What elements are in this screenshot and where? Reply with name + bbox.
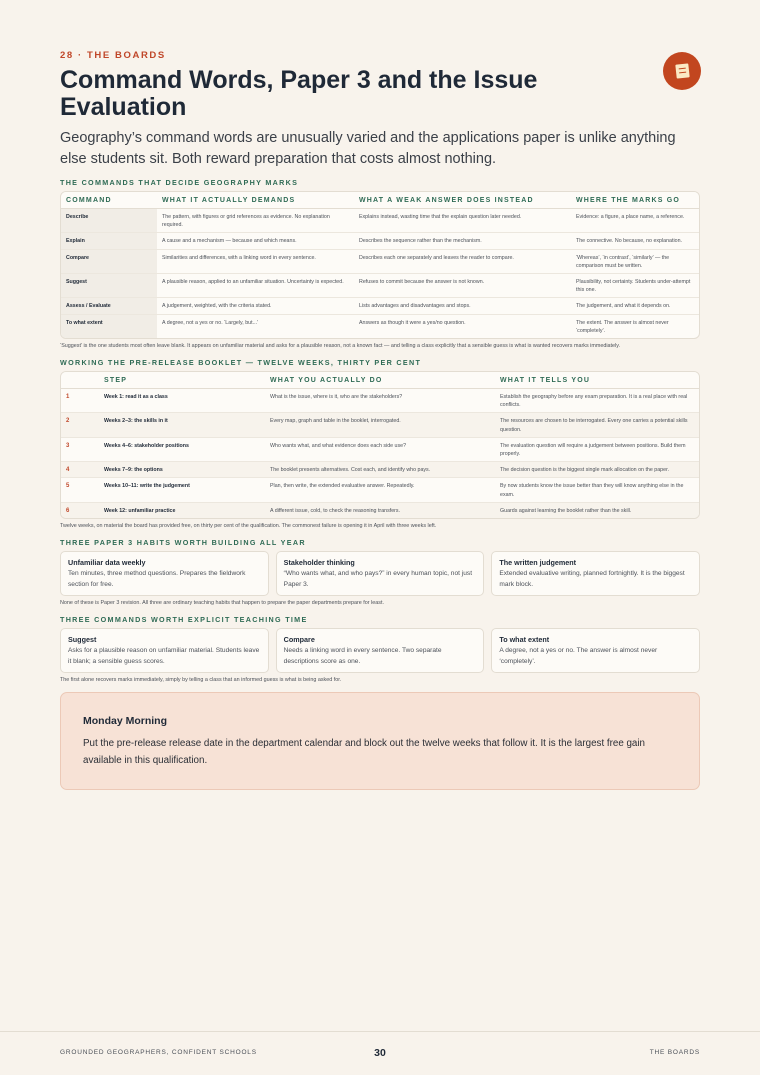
table-row: [61, 503, 699, 518]
command-cell: Assess / Evaluate: [61, 298, 157, 314]
notepad-icon: [675, 63, 689, 78]
table-cell: The booklet presents alternatives. Cost each, and identify who pays.: [265, 462, 495, 478]
table-header-row: [61, 372, 699, 389]
table-cell: A cause and a mechanism — because and which means.: [157, 233, 354, 249]
habit-card: [491, 551, 700, 596]
footer-book-title: GROUNDED GEOGRAPHERS, CONFIDENT SCHOOLS: [60, 1049, 257, 1056]
step-cell: Weeks 10–11: write the judgement: [99, 478, 265, 502]
card-body: Needs a linking word in every sentence. Two separate descriptions score as one.: [283, 647, 442, 665]
command-card: [491, 628, 700, 673]
card-title: The written judgement: [499, 558, 577, 568]
table-cell: Establish the geography before any exam preparation. It is a real place with real conflicts.: [495, 389, 699, 413]
step-cell: Week 12: unfamiliar practice: [99, 503, 265, 518]
step-cell: Weeks 2–3: the skills in it: [99, 413, 265, 437]
step-number: 1: [61, 389, 99, 413]
table-cell: Refuses to commit because the answer is not known.: [354, 274, 571, 298]
column-header: WHAT IT ACTUALLY DEMANDS: [157, 192, 354, 209]
command-card: [276, 628, 485, 673]
step-cell: Weeks 7–9: the options: [99, 462, 265, 478]
notepad-badge: [663, 52, 701, 90]
table-cell: The judgement, and what it depends on.: [571, 298, 699, 314]
table-cell: The decision question is the biggest single mark allocation on the paper.: [495, 462, 699, 478]
teaching-section-label: THREE COMMANDS WORTH EXPLICIT TEACHING TIME: [60, 615, 308, 625]
callout-title: Monday Morning: [83, 715, 167, 728]
habits-section-label: THREE PAPER 3 HABITS WORTH BUILDING ALL YEAR: [60, 538, 306, 548]
table-row: [61, 462, 699, 478]
table-cell: Explains instead, wasting time that the explain question later needed.: [354, 209, 571, 233]
card-body: Asks for a plausible reason on unfamiliar material. Students leave it blank; a sensible guess scores.: [68, 647, 260, 665]
step-cell: Week 1: read it as a class: [99, 389, 265, 413]
table-cell: Plan, then write, the extended evaluative answer. Repeatedly.: [265, 478, 495, 502]
card-title: Compare: [283, 635, 315, 645]
card-body: “Who wants what, and who pays?” in every human topic, not just Paper 3.: [283, 570, 473, 588]
column-header: WHAT YOU ACTUALLY DO: [265, 372, 495, 389]
column-header: WHAT A WEAK ANSWER DOES INSTEAD: [354, 192, 571, 209]
footer-section: THE BOARDS: [649, 1049, 700, 1056]
card-body: A degree, not a yes or no. The answer is almost never ‘completely’.: [499, 647, 658, 665]
table-cell: The resources are chosen to be interrogated. Every one carries a potential skills question.: [495, 413, 699, 437]
table-row: [61, 274, 699, 298]
table-cell: Guards against learning the booklet rather than the skill.: [495, 503, 699, 518]
step-number: 6: [61, 503, 99, 518]
table-row: [61, 250, 699, 274]
table-cell: Lists advantages and disadvantages and stops.: [354, 298, 571, 314]
habits-note: None of these is Paper 3 revision. All three are ordinary teaching habits that happen to prepare the paper departments prepare for least.: [60, 600, 384, 607]
table-cell: Plausibility, not certainty. Students under-attempt this one.: [571, 274, 699, 298]
page-content: [60, 50, 700, 790]
table-cell: A different issue, cold, to check the reasoning transfers.: [265, 503, 495, 518]
commands-note: ‘Suggest’ is the one students most often leave blank. It appears on unfamiliar material and asks for a plausible reason, not a known fact — and telling a class explicitly that a sensible guess is what is wanted recovers marks immediately.: [60, 343, 621, 350]
habit-card: [60, 551, 269, 596]
table-row: [61, 298, 699, 314]
table-row: [61, 209, 699, 233]
card-title: Suggest: [68, 635, 97, 645]
column-header: WHAT IT TELLS YOU: [495, 372, 699, 389]
table-cell: A plausible reason, applied to an unfamiliar situation. Uncertainty is expected.: [157, 274, 354, 298]
card-title: Unfamiliar data weekly: [68, 558, 146, 568]
table-cell: ‘Whereas’, ‘in contrast’, ‘similarly’ — the comparison must be written.: [571, 250, 699, 274]
table-row: [61, 315, 699, 338]
teaching-note: The first alone recovers marks immediately, simply by telling a class that an informed guess is what is being asked for.: [60, 677, 342, 684]
step-cell: Weeks 4–6: stakeholder positions: [99, 438, 265, 462]
table-cell: Similarities and differences, with a linking word in every sentence.: [157, 250, 354, 274]
table-cell: What is the issue, where is it, who are the stakeholders?: [265, 389, 495, 413]
step-number: 5: [61, 478, 99, 502]
table-cell: Describes each one separately and leaves the reader to compare.: [354, 250, 571, 274]
monday-morning-callout: [60, 692, 700, 790]
table-row: [61, 438, 699, 462]
prerelease-table: [60, 371, 700, 519]
commands-section-label: THE COMMANDS THAT DECIDE GEOGRAPHY MARKS: [60, 178, 299, 187]
page-lede: Geography’s command words are unusually varied and the applications paper is unlike anything else students sit. Both reward preparation that costs almost nothing.: [60, 130, 676, 167]
step-number: 2: [61, 413, 99, 437]
command-cell: Suggest: [61, 274, 157, 298]
page-title: Command Words, Paper 3 and the Issue Evaluation: [60, 66, 538, 121]
card-body: Extended evaluative writing, planned fortnightly. It is the biggest mark block.: [499, 570, 685, 588]
card-body: Ten minutes, three method questions. Prepares the fieldwork section for free.: [68, 570, 246, 588]
prerelease-note: Twelve weeks, on material the board has provided free, on thirty per cent of the qualification. The commonest failure is opening it in April with three weeks left.: [60, 523, 437, 530]
command-cell: Compare: [61, 250, 157, 274]
teaching-cards: [60, 628, 700, 673]
card-title: Stakeholder thinking: [283, 558, 355, 568]
table-header-row: [61, 192, 699, 209]
table-cell: A judgement, weighted, with the criteria stated.: [157, 298, 354, 314]
habits-cards: [60, 551, 700, 596]
table-cell: Describes the sequence rather than the mechanism.: [354, 233, 571, 249]
table-cell: The extent. The answer is almost never ‘completely’.: [576, 319, 669, 334]
step-number: 4: [61, 462, 99, 478]
table-cell: The connective. No because, no explanation.: [571, 233, 699, 249]
table-cell: Answers as though it were a yes/no question.: [359, 319, 466, 326]
table-cell: A degree, not a yes or no. ‘Largely, but...’: [162, 319, 259, 326]
table-row: [61, 478, 699, 502]
chapter-kicker: 28 · THE BOARDS: [60, 50, 166, 61]
habit-card: [276, 551, 485, 596]
table-row: [61, 233, 699, 249]
table-row: [61, 389, 699, 413]
page-footer: [0, 1031, 760, 1075]
step-number: 3: [61, 438, 99, 462]
table-cell: By now students know the issue better than they will know anything else in the exam.: [495, 478, 699, 502]
prerelease-section-label: WORKING THE PRE-RELEASE BOOKLET — TWELVE WEEKS, THIRTY PER CENT: [60, 358, 422, 368]
page-number: 30: [374, 1047, 386, 1059]
table-cell: Evidence: a figure, a place name, a reference.: [571, 209, 699, 233]
table-cell: Every map, graph and table in the booklet, interrogated.: [265, 413, 495, 437]
table-cell: The pattern, with figures or grid references as evidence. No explanation required.: [157, 209, 354, 233]
column-header: [61, 372, 99, 389]
table-cell: The evaluation question will require a judgement between positions. Build them properly.: [495, 438, 699, 462]
table-row: [61, 413, 699, 437]
table-cell: Who wants what, and what evidence does each side use?: [265, 438, 495, 462]
column-header: COMMAND: [61, 192, 157, 209]
column-header: STEP: [99, 372, 265, 389]
command-card: [60, 628, 269, 673]
command-cell: Explain: [61, 233, 157, 249]
command-cell: To what extent: [61, 315, 157, 338]
command-cell: Describe: [61, 209, 157, 233]
commands-table: [60, 191, 700, 339]
column-header: WHERE THE MARKS GO: [571, 192, 699, 209]
callout-body: Put the pre-release release date in the department calendar and block out the twelve weeks that follow it. It is the largest free gain available in this qualification.: [83, 738, 646, 767]
card-title: To what extent: [499, 635, 550, 645]
